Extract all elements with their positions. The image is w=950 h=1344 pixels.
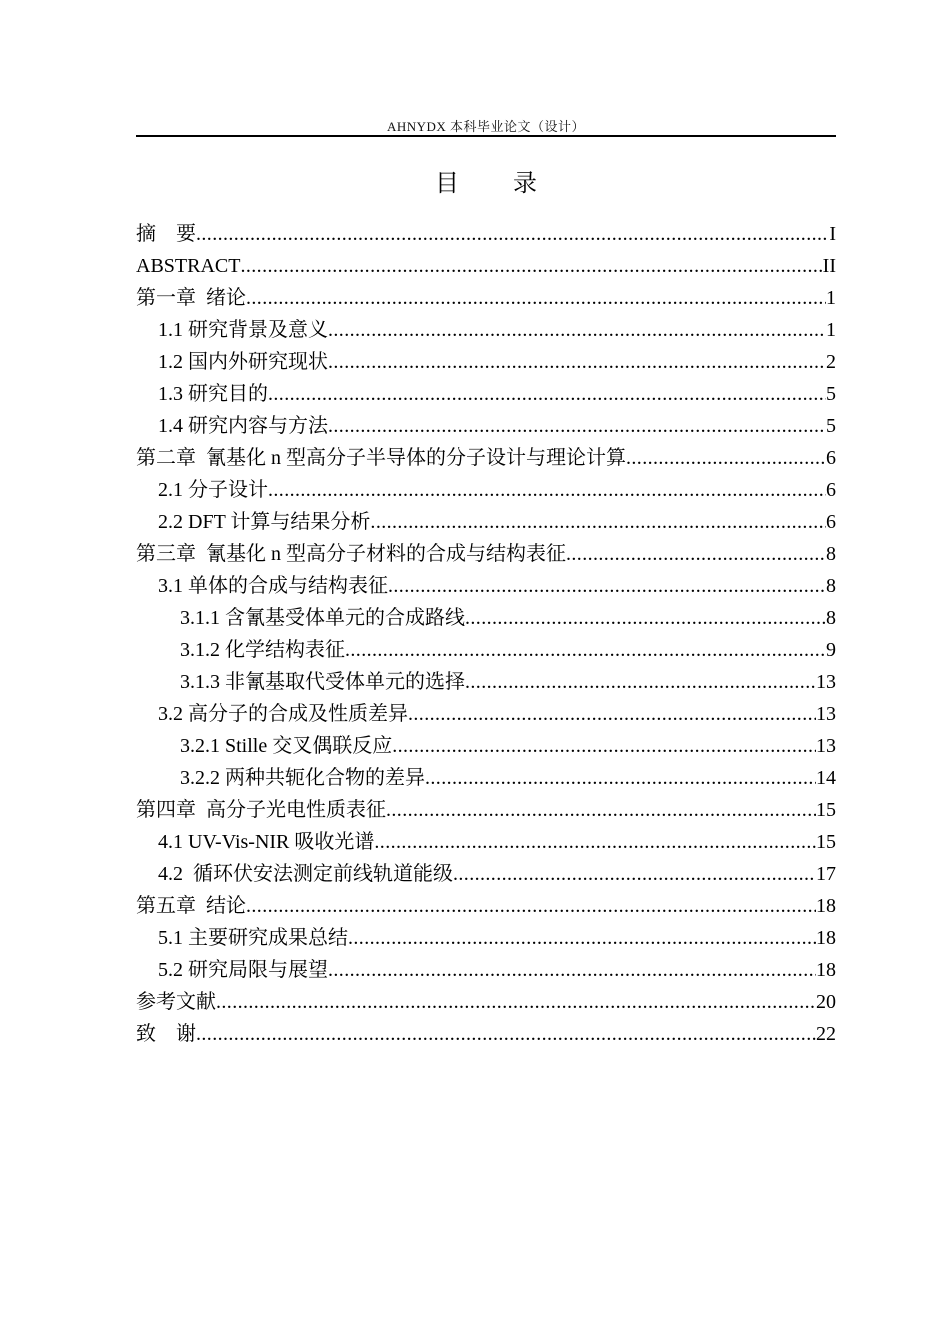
toc-entry-page-number: 6 — [826, 447, 836, 469]
toc-dot-leader — [388, 570, 826, 602]
toc-dot-leader — [216, 986, 816, 1018]
toc-entry-label: 3.2.2 两种共轭化合物的差异 — [180, 767, 425, 789]
toc-dot-leader — [196, 218, 829, 250]
toc-entry[interactable] — [136, 698, 836, 730]
toc-entry-label: 2.2 DFT 计算与结果分析 — [158, 511, 371, 533]
toc-entry-label: 4.1 UV-Vis-NIR 吸收光谱 — [158, 831, 375, 853]
toc-dot-leader — [566, 538, 826, 570]
toc-entry-label: 1.1 研究背景及意义 — [158, 319, 328, 341]
header-rule — [136, 135, 836, 137]
toc-entry-page-number: 17 — [816, 863, 836, 885]
toc-entry[interactable] — [136, 474, 836, 506]
toc-entry[interactable] — [136, 858, 836, 890]
toc-entry[interactable] — [136, 826, 836, 858]
toc-title: 目 录 — [435, 171, 561, 197]
toc-entry-label: ABSTRACT — [136, 255, 241, 277]
toc-entry-label: 参考文献 — [136, 991, 216, 1013]
toc-entry-label: 5.2 研究局限与展望 — [158, 959, 328, 981]
toc-entry-label: 第一章 绪论 — [136, 287, 246, 309]
toc-entry-page-number: II — [822, 255, 836, 277]
toc-dot-leader — [196, 1018, 816, 1050]
toc-entry[interactable] — [136, 250, 836, 282]
toc-dot-leader — [240, 250, 822, 282]
toc-entry-label: 第四章 高分子光电性质表征 — [136, 799, 386, 821]
toc-entry[interactable] — [136, 314, 836, 346]
toc-entry[interactable] — [136, 1018, 836, 1050]
toc-entry-page-number: 9 — [826, 639, 836, 661]
toc-entry-label: 3.1.3 非氰基取代受体单元的选择 — [180, 671, 465, 693]
toc-dot-leader — [465, 602, 826, 634]
toc-entry-label: 第五章 结论 — [136, 895, 246, 917]
toc-entry-label: 第二章 氰基化 n 型高分子半导体的分子设计与理论计算 — [136, 447, 626, 469]
toc-entry-label: 4.2 循环伏安法测定前线轨道能级 — [158, 863, 453, 885]
toc-entry-label: 1.2 国内外研究现状 — [158, 351, 328, 373]
toc-entry-label: 3.1.2 化学结构表征 — [180, 639, 345, 661]
toc-entry-label: 致 谢 — [136, 1023, 196, 1045]
toc-dot-leader — [465, 666, 816, 698]
toc-entry-page-number: 15 — [816, 799, 836, 821]
toc-entry-page-number: 5 — [826, 415, 836, 437]
toc-entry-page-number: 8 — [826, 575, 836, 597]
toc-dot-leader — [246, 282, 826, 314]
toc-dot-leader — [328, 410, 826, 442]
toc-entry[interactable] — [136, 442, 836, 474]
toc-entry-page-number: 1 — [826, 287, 836, 309]
toc-entry-label: 3.1 单体的合成与结构表征 — [158, 575, 388, 597]
toc-entry-page-number: 8 — [826, 607, 836, 629]
toc-entry-page-number: 6 — [826, 479, 836, 501]
toc-entry-page-number: 2 — [826, 351, 836, 373]
toc-entry[interactable] — [136, 762, 836, 794]
toc-entry[interactable] — [136, 570, 836, 602]
toc-entry[interactable] — [136, 794, 836, 826]
toc-dot-leader — [453, 858, 816, 890]
toc-dot-leader — [268, 474, 826, 506]
toc-entry[interactable] — [136, 890, 836, 922]
toc-dot-leader — [268, 378, 826, 410]
toc-entry[interactable] — [136, 986, 836, 1018]
running-header: AHNYDX 本科毕业论文（设计） — [386, 119, 586, 134]
toc-entry-label: 2.1 分子设计 — [158, 479, 268, 501]
toc-dot-leader — [328, 314, 826, 346]
toc-dot-leader — [374, 826, 816, 858]
toc-entry-page-number: 18 — [816, 895, 836, 917]
toc-entry[interactable] — [136, 538, 836, 570]
toc-dot-leader — [246, 890, 816, 922]
toc-entry[interactable] — [136, 218, 836, 250]
toc-entry[interactable] — [136, 634, 836, 666]
toc-entry-page-number: 8 — [826, 543, 836, 565]
toc-entry-page-number: 15 — [816, 831, 836, 853]
toc-dot-leader — [408, 698, 816, 730]
toc-entry[interactable] — [136, 922, 836, 954]
toc-entry-page-number: 22 — [816, 1023, 836, 1045]
toc-dot-leader — [626, 442, 826, 474]
toc-entry-page-number: 14 — [816, 767, 836, 789]
toc-dot-leader — [348, 922, 816, 954]
toc-dot-leader — [386, 794, 816, 826]
toc-dot-leader — [425, 762, 816, 794]
toc-entry-page-number: I — [829, 223, 836, 245]
toc-entry-label: 1.4 研究内容与方法 — [158, 415, 328, 437]
toc-dot-leader — [328, 346, 826, 378]
toc-dot-leader — [392, 730, 816, 762]
toc-entry-page-number: 20 — [816, 991, 836, 1013]
toc-entry[interactable] — [136, 666, 836, 698]
toc-entry-label: 1.3 研究目的 — [158, 383, 268, 405]
toc-entry-label: 3.2 高分子的合成及性质差异 — [158, 703, 408, 725]
toc-dot-leader — [370, 506, 826, 538]
toc-entry[interactable] — [136, 954, 836, 986]
toc-entry-label: 摘 要 — [136, 223, 196, 245]
toc-entry-label: 3.2.1 Stille 交叉偶联反应 — [180, 735, 393, 757]
toc-entry-page-number: 5 — [826, 383, 836, 405]
toc-entry[interactable] — [136, 506, 836, 538]
toc-entry-page-number: 6 — [826, 511, 836, 533]
toc-entry[interactable] — [136, 730, 836, 762]
toc-entry-page-number: 18 — [816, 927, 836, 949]
toc-entry[interactable] — [136, 346, 836, 378]
toc-entry-label: 3.1.1 含氰基受体单元的合成路线 — [180, 607, 465, 629]
toc-entry-page-number: 1 — [826, 319, 836, 341]
toc-entry[interactable] — [136, 602, 836, 634]
toc-dot-leader — [345, 634, 826, 666]
toc-entry-label: 5.1 主要研究成果总结 — [158, 927, 348, 949]
toc-dot-leader — [328, 954, 816, 986]
toc-entry-page-number: 13 — [816, 735, 836, 757]
toc-entry-page-number: 13 — [816, 703, 836, 725]
toc-entry[interactable] — [136, 378, 836, 410]
toc-entry-page-number: 18 — [816, 959, 836, 981]
toc-entry[interactable] — [136, 410, 836, 442]
toc-entry-label: 第三章 氰基化 n 型高分子材料的合成与结构表征 — [136, 543, 566, 565]
toc-entry-page-number: 13 — [816, 671, 836, 693]
toc-entry[interactable] — [136, 282, 836, 314]
table-of-contents — [136, 218, 836, 1050]
